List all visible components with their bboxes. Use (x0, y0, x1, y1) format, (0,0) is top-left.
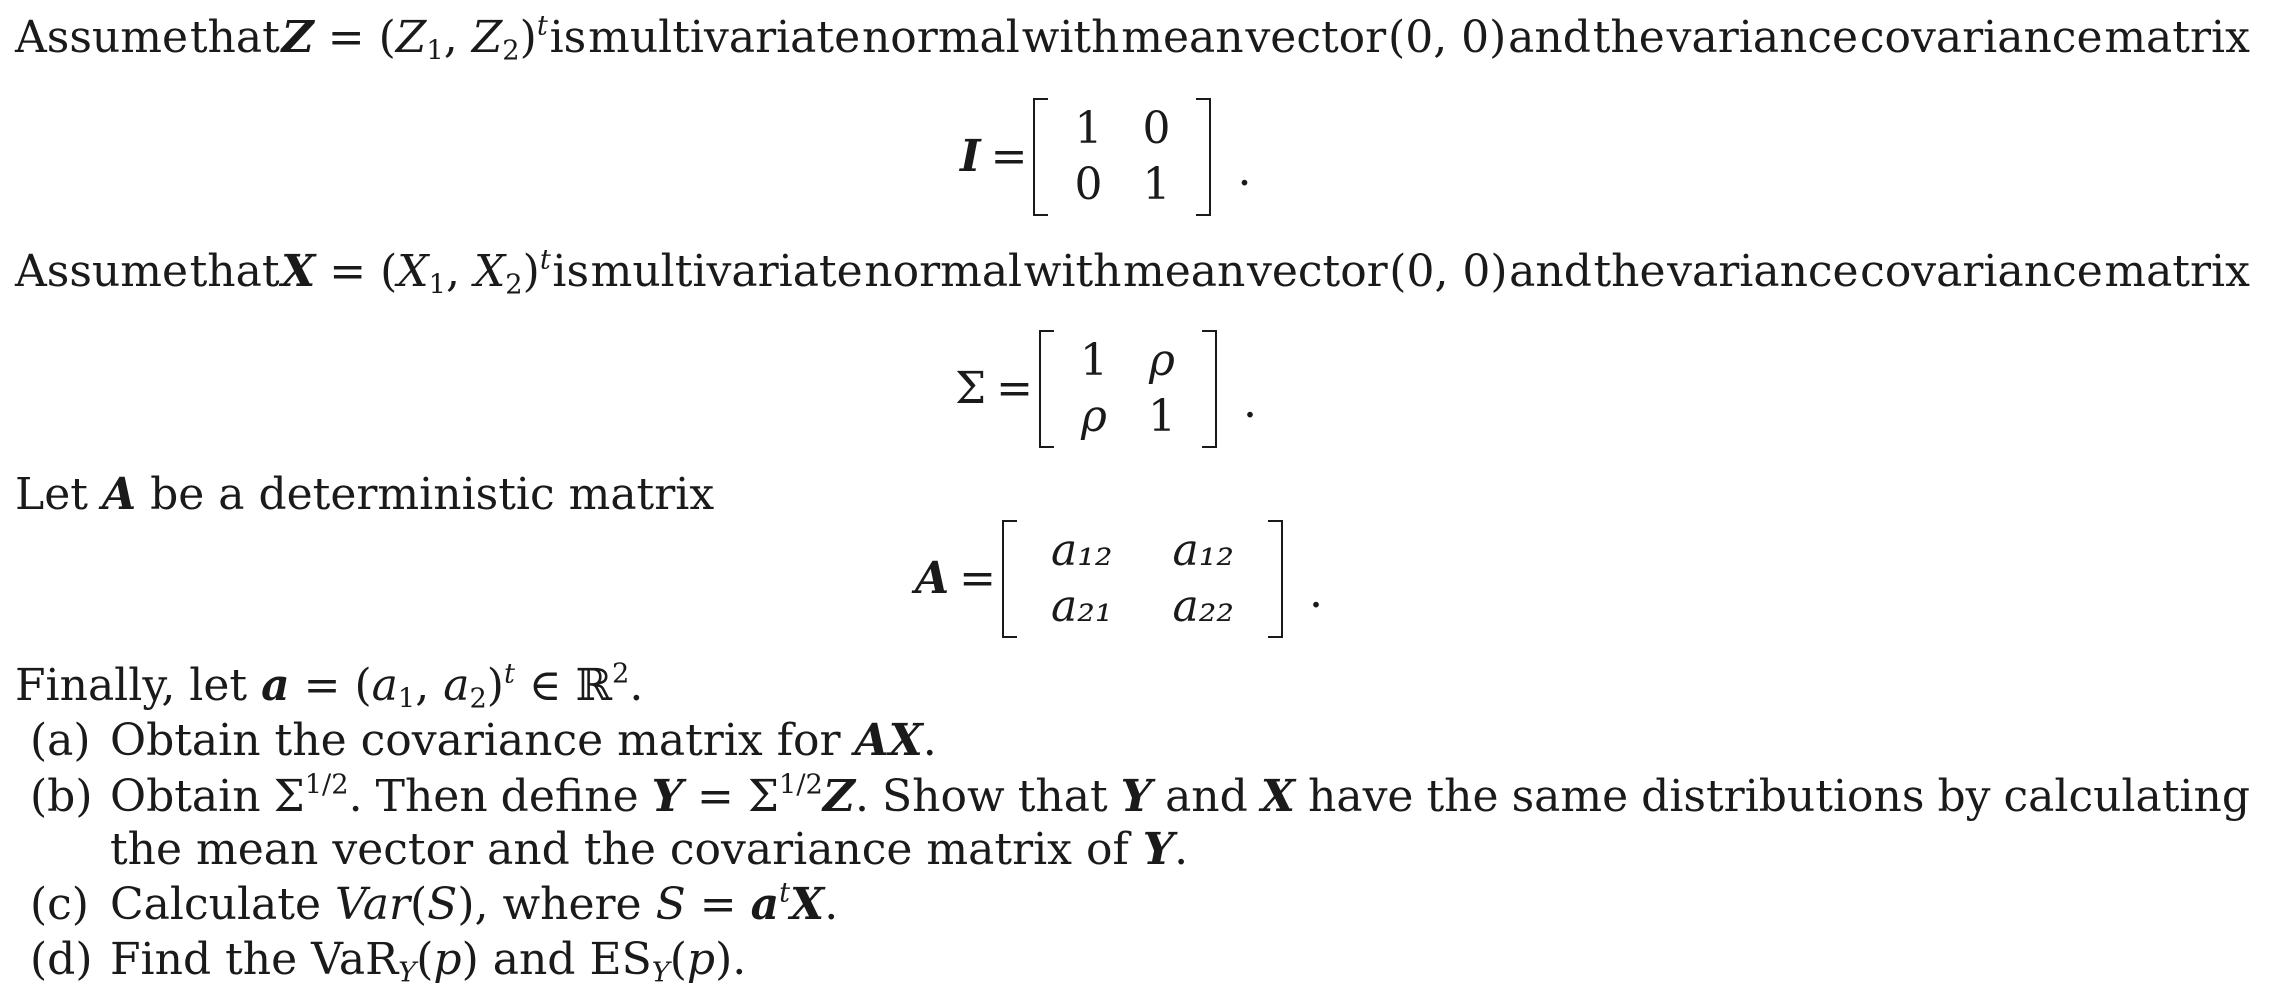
left-bracket (1039, 330, 1054, 448)
matrix-lhs: A (915, 553, 950, 604)
math-y-def: $Y = \Sigma^{1/2}Z$. (651, 769, 870, 822)
paragraph-deterministic-matrix (15, 467, 2250, 523)
math-x-vector: $X = (X_1$, $X_2)^t$ (281, 244, 551, 301)
word: define (500, 771, 639, 822)
matrix-sigma (955, 330, 1257, 448)
word: same (1511, 771, 1629, 822)
word: Show (882, 771, 1005, 822)
word: and (1165, 771, 1248, 822)
math-mean-vector: (0, 0) (1388, 12, 1507, 63)
matrix-cell: 0 (1142, 103, 1171, 154)
item-label: (a) (30, 715, 91, 766)
matrix-identity (960, 98, 1251, 216)
matrix-cell: 1 (1147, 391, 1176, 442)
word: distributions (1641, 771, 1925, 822)
word: with (1021, 12, 1120, 63)
word: Assume (15, 12, 189, 63)
right-bracket (1268, 520, 1283, 638)
finally-text: Finally, let $a = (a_1$, $a_2)^t$ ∈ ℝ$^2$. (15, 658, 644, 715)
word: variance (1667, 246, 1859, 297)
right-bracket (1196, 98, 1211, 216)
item-label: (d) (30, 934, 93, 985)
math-sigma-half: $\Sigma^{1/2}$. (273, 769, 363, 822)
equals-sign: = (990, 131, 1028, 182)
item-text: Obtain the covariance matrix for AX. (110, 715, 937, 766)
word: the (1426, 771, 1499, 822)
word: the (1593, 246, 1666, 297)
word: by (1937, 771, 1991, 822)
word: vector (1245, 12, 1387, 63)
word: that (189, 246, 280, 297)
matrix-cells (1054, 330, 1202, 448)
let-a-text: Let A be a deterministic matrix (15, 469, 715, 520)
matrix-cell: a₁₂ (1172, 525, 1235, 576)
word: normal (864, 246, 1023, 297)
word: mean (1123, 246, 1246, 297)
word: that (1017, 771, 1108, 822)
matrix-cell: ρ (1149, 335, 1175, 386)
word: have (1308, 771, 1414, 822)
word: the (1592, 12, 1665, 63)
word: normal (861, 12, 1020, 63)
word: covariance (1860, 246, 2103, 297)
matrix-cells (1048, 98, 1196, 216)
equals-sign: = (959, 553, 997, 604)
item-text: Find the VaR$_Y$(p) and $ES_Y(p)$. (110, 934, 747, 989)
period: . (1242, 377, 1257, 428)
period: . (1309, 567, 1324, 618)
matrix-lhs: Σ (955, 363, 987, 414)
matrix-a (915, 520, 1323, 638)
matrix-cell: a₂₂ (1172, 581, 1235, 632)
word: is (549, 12, 587, 63)
equals-sign: = (996, 363, 1033, 414)
matrix-cell: a₁₂ (1051, 525, 1113, 576)
matrix-cell: 1 (1074, 103, 1103, 154)
period: . (1237, 145, 1252, 196)
word: multivariate (588, 12, 861, 63)
word: is (552, 246, 590, 297)
paragraph-x-assumption (15, 244, 2250, 300)
word: multivariate (590, 246, 863, 297)
matrix-cell: 1 (1142, 159, 1171, 210)
item-text (110, 769, 2250, 825)
word: Then (375, 771, 488, 822)
word: with (1023, 246, 1122, 297)
word: and (1509, 246, 1592, 297)
word: Assume (15, 246, 189, 297)
word: that (189, 12, 280, 63)
math-x: X (1260, 771, 1295, 822)
left-bracket (1002, 520, 1017, 638)
matrix-lhs: I (960, 131, 981, 182)
right-bracket (1202, 330, 1217, 448)
word: calculating (2003, 771, 2250, 822)
matrix-cells (1017, 520, 1268, 638)
word: variance (1666, 12, 1859, 63)
matrix-cell: 1 (1079, 335, 1108, 386)
matrix-cell: a₂₁ (1051, 581, 1113, 632)
word: matrix (2104, 12, 2250, 63)
paragraph-z-assumption (15, 10, 2250, 66)
matrix-cell: 0 (1074, 159, 1103, 210)
left-bracket (1033, 98, 1048, 216)
word: covariance (1859, 12, 2103, 63)
word: Obtain (110, 771, 261, 822)
word: vector (1246, 246, 1388, 297)
math-z-vector: $Z = (Z_1$, $Z_2)^t$ (281, 10, 548, 67)
math-mean-vector: (0, 0) (1389, 246, 1508, 297)
word: and (1508, 12, 1591, 63)
item-label: (b) (30, 771, 93, 822)
matrix-cell: ρ (1081, 391, 1107, 442)
word: mean (1121, 12, 1244, 63)
item-label: (c) (30, 879, 89, 930)
item-text: Calculate Var(S), where $S = a^tX$. (110, 877, 839, 930)
paragraph-finally (15, 658, 2250, 714)
math-y: Y (1120, 771, 1153, 822)
word: matrix (2104, 246, 2250, 297)
item-text-cont: the mean vector and the covariance matrix of Y. (110, 824, 1189, 875)
